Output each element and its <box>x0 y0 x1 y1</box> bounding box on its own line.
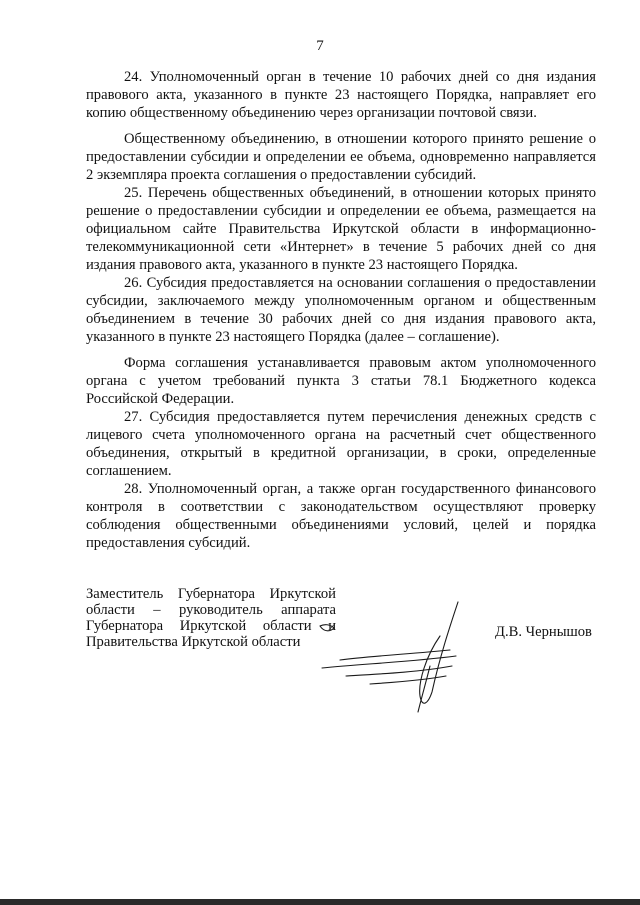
signatory-position <box>86 586 336 650</box>
scan-bottom-edge <box>0 899 640 905</box>
paragraph-26-continued: Форма соглашения устанавливается правовым актом уполномоченного органа с учетом требований пункта 3 статьи 78.1 Бюджетного кодекса Российской Федерации. <box>86 355 596 407</box>
signatory-name: Д.В. Чернышов <box>495 624 592 640</box>
signatory-position-line: области – руководитель аппарата <box>86 602 336 618</box>
document-body <box>86 68 596 552</box>
paragraph-28: 28. Уполномоченный орган, а также орган государственного финансового контроля в соответствии с законодательством осуществляют проверку соблюдения общественными объединениями условий, целей и порядка предоставления субсидий. <box>86 481 596 551</box>
paragraph-24-continued: Общественному объединению, в отношении которого принято решение о предоставлении субсидии и определении ее объема, одновременно направляется 2 экземпляра проекта соглашения о предоставлении субсидий. <box>86 131 596 183</box>
signatory-position-line: Губернатора Иркутской области и <box>86 618 336 634</box>
signatory-position-line: Правительства Иркутской области <box>86 634 301 650</box>
handwritten-signature <box>300 596 480 716</box>
page-number: 7 <box>316 38 324 54</box>
paragraph-25: 25. Перечень общественных объединений, в отношении которых принято решение о предоставлении субсидии и определении ее объема, размещается на официальном сайте Правительства Иркутской области в информационно-телекоммуникационной сети «Интернет» в течение 5 рабочих дней со дня издания правового акта, указанного в пункте 23 настоящего Порядка. <box>86 185 596 273</box>
signatory-position-line: Заместитель Губернатора Иркутской <box>86 586 336 602</box>
paragraph-24: 24. Уполномоченный орган в течение 10 рабочих дней со дня издания правового акта, указанного в пункте 23 настоящего Порядка, направляет его копию общественному объединению через организации почтовой связи. <box>86 69 596 121</box>
paragraph-27: 27. Субсидия предоставляется путем перечисления денежных средств с лицевого счета уполномоченного органа на расчетный счет общественного объединения, открытый в кредитной организации, в сроки, определенные соглашением. <box>86 409 596 479</box>
paragraph-26: 26. Субсидия предоставляется на основании соглашения о предоставлении субсидии, заключаемого между уполномоченным органом и общественным объединением в течение 30 рабочих дней со дня издания правового акта, указанного в пункте 23 настоящего Порядка (далее – соглашение). <box>86 275 596 345</box>
